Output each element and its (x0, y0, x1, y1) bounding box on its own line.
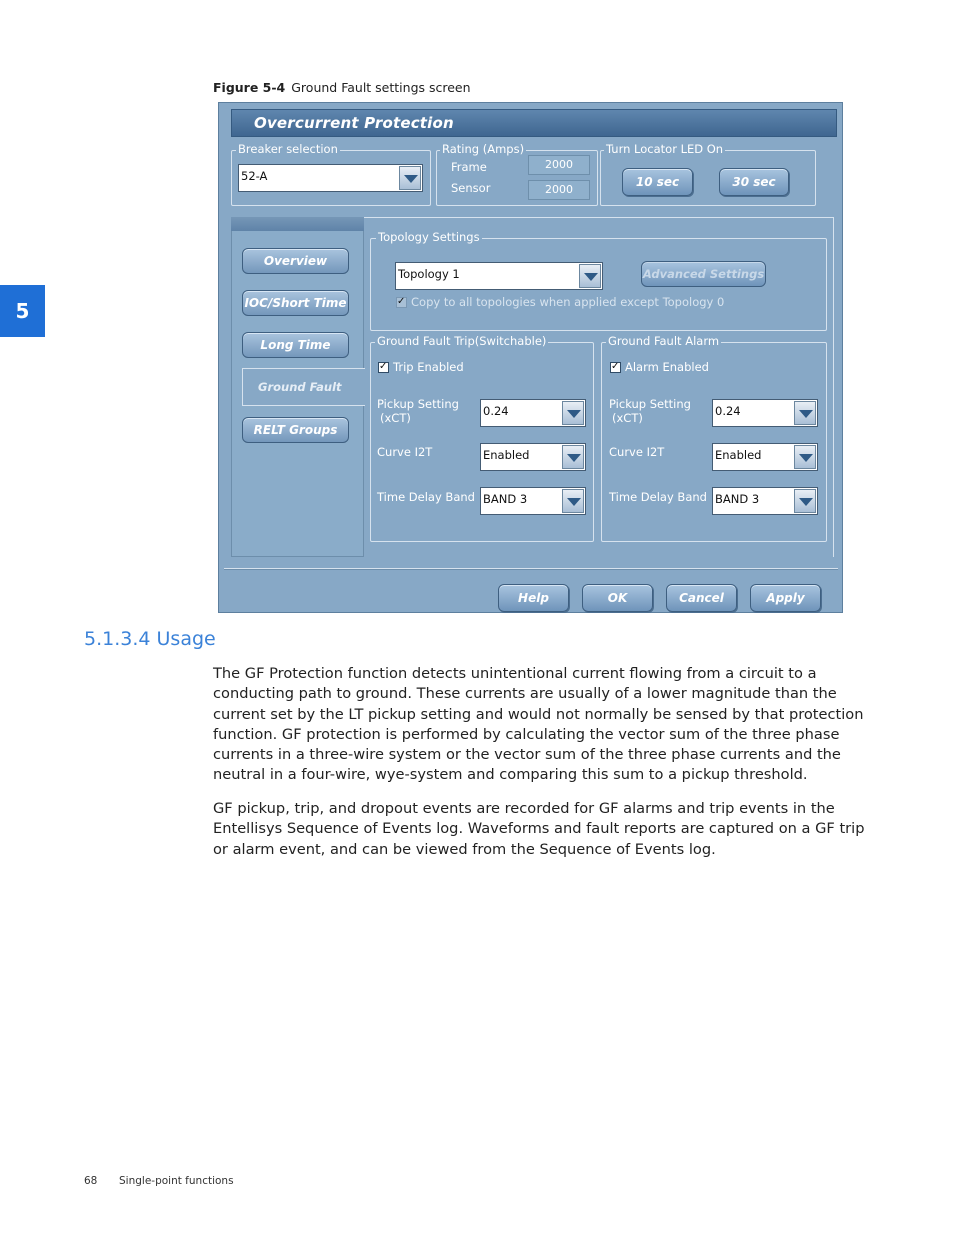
alarm-curve-dropdown[interactable] (712, 443, 818, 471)
figure-number: Figure 5-4 (213, 80, 286, 95)
alarm-curve-value: Enabled (715, 448, 762, 462)
rating-label: Rating (Amps) (442, 142, 525, 156)
copy-topologies-checkbox[interactable] (396, 297, 407, 308)
breaker-selection-value: 52-A (241, 169, 268, 183)
nav-relt-groups-button[interactable]: RELT Groups (242, 417, 349, 443)
ok-button[interactable]: OK (582, 584, 653, 612)
nav-ground-fault-tab[interactable]: Ground Fault (242, 368, 365, 406)
usage-paragraph-1: The GF Protection function detects unintentional current flowing from a circuit to a conducting path to ground. These currents are usually of a lower magnitude than the current set by the LT pickup setting and would not normally be sensed by that protection function. GF protection is performed by calculating the vector sum of the three phase currents in a three-wire system or the vector sum of the three phase currents and the neutral in a four-wire, wye-system and comparing this sum to a pickup threshold. (213, 665, 864, 784)
usage-paragraph-2: GF pickup, trip, and dropout events are recorded for GF alarms and trip events in the Entellisys Sequence of Events log. Waveforms and fault reports are captured on a GF trip or alarm event, and can be viewed from the Sequence of Events log. (213, 800, 865, 858)
locator-led-label: Turn Locator LED On (606, 142, 724, 156)
chevron-down-icon[interactable] (794, 401, 816, 425)
chevron-down-icon[interactable] (399, 166, 421, 190)
chevron-down-icon[interactable] (562, 489, 584, 513)
alarm-pickup-label: Pickup Setting (609, 397, 691, 411)
figure-caption (213, 80, 471, 95)
trip-curve-dropdown[interactable] (480, 443, 586, 471)
sensor-label: Sensor (451, 181, 491, 195)
chevron-down-icon[interactable] (579, 264, 601, 288)
trip-pickup-dropdown[interactable] (480, 399, 586, 427)
trip-delay-label: Time Delay Band (377, 490, 475, 504)
ground-fault-alarm-label: Ground Fault Alarm (608, 334, 720, 348)
apply-button[interactable]: Apply (750, 584, 821, 612)
chevron-down-icon[interactable] (794, 445, 816, 469)
sensor-value: 2000 (528, 180, 590, 200)
topology-value: Topology 1 (398, 267, 460, 281)
ground-fault-trip-label: Ground Fault Trip(Switchable) (377, 334, 547, 348)
chapter-tab: 5 (0, 285, 45, 337)
trip-enabled-label: Trip Enabled (393, 360, 464, 374)
footer-section-name: Single-point functions (119, 1175, 234, 1187)
trip-delay-dropdown[interactable] (480, 487, 586, 515)
chevron-down-icon[interactable] (562, 401, 584, 425)
alarm-enabled-checkbox[interactable] (610, 362, 621, 373)
alarm-curve-label: Curve I2T (609, 445, 665, 459)
alarm-delay-label: Time Delay Band (609, 490, 707, 504)
bottom-divider-shadow (224, 569, 838, 570)
alarm-delay-value: BAND 3 (715, 492, 760, 506)
breaker-selection-label: Breaker selection (238, 142, 338, 156)
frame-label: Frame (451, 160, 487, 174)
locator-30-sec-button[interactable]: 30 sec (719, 168, 789, 196)
trip-enabled-checkbox[interactable] (378, 362, 389, 373)
nav-overview-button[interactable]: Overview (242, 248, 349, 274)
alarm-enabled-label: Alarm Enabled (625, 360, 709, 374)
cancel-button[interactable]: Cancel (666, 584, 737, 612)
page-number: 68 (84, 1175, 98, 1187)
nav-panel-header (231, 217, 364, 231)
topology-settings-label: Topology Settings (378, 230, 480, 244)
window-title-bar (231, 109, 837, 137)
alarm-pickup-dropdown[interactable] (712, 399, 818, 427)
trip-pickup-unit-label: (xCT) (380, 411, 411, 425)
chevron-down-icon[interactable] (562, 445, 584, 469)
alarm-delay-dropdown[interactable] (712, 487, 818, 515)
window-title: Overcurrent Protection (254, 114, 454, 132)
alarm-pickup-value: 0.24 (715, 404, 741, 418)
figure-title: Ground Fault settings screen (291, 80, 471, 95)
frame-value: 2000 (528, 155, 590, 175)
advanced-settings-button[interactable]: Advanced Settings (641, 261, 766, 287)
nav-long-time-button[interactable]: Long Time (242, 332, 349, 358)
copy-topologies-label: Copy to all topologies when applied except Topology 0 (411, 295, 725, 309)
chevron-down-icon[interactable] (794, 489, 816, 513)
overcurrent-protection-window (218, 102, 843, 613)
trip-delay-value: BAND 3 (483, 492, 528, 506)
nav-ioc-short-time-button[interactable]: IOC/Short Time (242, 290, 349, 316)
help-button[interactable]: Help (498, 584, 569, 612)
topology-dropdown[interactable] (395, 262, 603, 290)
trip-curve-value: Enabled (483, 448, 530, 462)
trip-pickup-value: 0.24 (483, 404, 509, 418)
trip-curve-label: Curve I2T (377, 445, 433, 459)
alarm-pickup-unit-label: (xCT) (612, 411, 643, 425)
locator-10-sec-button[interactable]: 10 sec (622, 168, 693, 196)
trip-pickup-label: Pickup Setting (377, 397, 459, 411)
section-heading: 5.1.3.4 Usage (84, 628, 216, 650)
breaker-selection-dropdown[interactable] (238, 164, 423, 192)
